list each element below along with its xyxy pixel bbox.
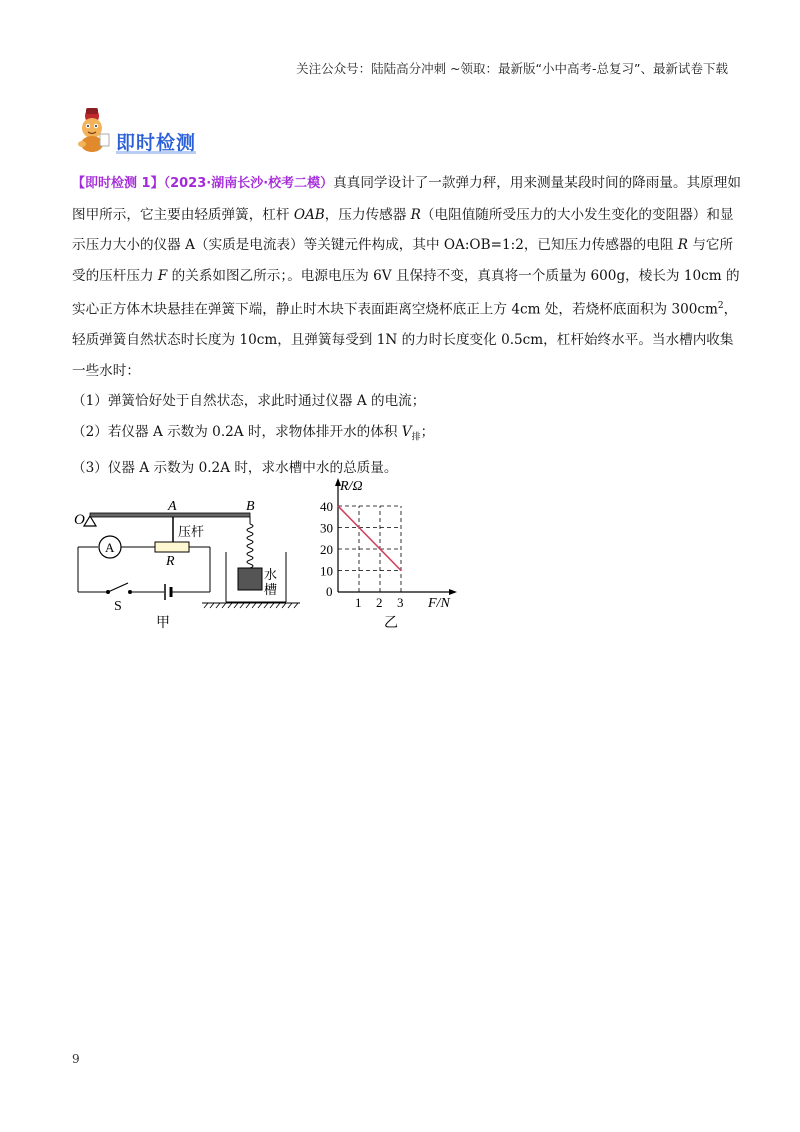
label-o: O — [74, 512, 85, 528]
section-title: 即时检测 — [116, 132, 197, 154]
question-text: ； — [420, 423, 435, 440]
origin-label: 0 — [326, 584, 333, 599]
problem-tag: 【即时检测 1】（2023·湖南长沙·校考二模） — [72, 176, 334, 191]
wood-block — [238, 568, 262, 590]
caption-yi: 乙 — [384, 616, 398, 631]
label-a: A — [168, 499, 177, 514]
question-2 — [72, 417, 742, 453]
spring-icon — [247, 524, 253, 572]
label-b: B — [246, 499, 255, 514]
label-meter: A — [105, 540, 115, 555]
label-cao: 槽 — [264, 582, 278, 597]
label-s: S — [114, 599, 122, 614]
y-tick-label: 40 — [320, 499, 333, 514]
ground-hatch — [204, 603, 298, 608]
y-tick-label: 10 — [320, 563, 333, 579]
problem-body — [72, 168, 742, 483]
pivot-icon — [84, 516, 96, 526]
x-tick-label: 2 — [376, 595, 383, 610]
y-tick-label: 30 — [320, 520, 333, 536]
statement-text: 与它所受的压杆压力 — [72, 237, 734, 284]
figure-jia — [74, 499, 300, 631]
switch-icon — [108, 583, 128, 592]
mascot-icon — [72, 104, 114, 154]
lever-label: OAB — [293, 206, 325, 223]
resistor-symbol: R — [410, 206, 421, 223]
question-1: （1）弹簧恰好处于自然状态，求此时通过仪器 A 的电流； — [72, 393, 426, 410]
question-text: （2）若仪器 A 示数为 0.2A 时，求物体排开水的体积 — [72, 423, 402, 440]
label-yagan: 压杆 — [178, 524, 205, 539]
figures — [68, 472, 488, 632]
y-axis-label: R/Ω — [340, 479, 363, 494]
resistor-symbol: R — [677, 237, 688, 253]
statement-text: （电阻值随所受压力的大小发生变化的变阻器）和显示压力大小的仪器 A（实质是电流表）等关键元件构成，其中 OA:OB=1:2，已知压力传感器的电阻 — [72, 206, 734, 253]
x-axis-arrow — [449, 589, 457, 595]
statement-text: ，轻质弹簧自然状态时长度为 10cm，且弹簧每受到 1N 的力时长度变化 0.5cm，杠杆始终水平。当水槽内收集一些水时： — [72, 301, 738, 379]
statement-text: 的关系如图乙所示；。电源电压为 6V 且保持不变，真真将一个质量为 600g，棱长为 10cm 的实心正方体木块悬挂在弹簧下端，静止时木块下表面距离空烧杯底正上方 4cm 处，若烧杯底面积为 300cm — [72, 267, 740, 318]
problem-statement — [72, 168, 742, 386]
series-line — [338, 506, 401, 571]
statement-text: 真真同学设计了一款弹力秤，用来测量某段时间的降雨量。其原理如图甲所示，它主要由轻质弹簧，杠杆 — [72, 175, 741, 223]
label-shui: 水 — [264, 567, 278, 582]
question-3: （3）仪器 A 示数为 0.2A 时，求水槽中水的总质量。 — [72, 459, 398, 476]
volume-symbol: V — [401, 423, 412, 440]
page-header: 关注公众号：陆陆高分冲刺 ~领取：最新版“小中高考-总复习”、最新试卷下载 — [296, 61, 728, 76]
y-tick-label: 20 — [320, 542, 333, 557]
statement-text: ，压力传感器 — [324, 206, 411, 223]
x-axis-label: F/N — [428, 596, 450, 611]
label-r: R — [166, 554, 175, 569]
caption-jia: 甲 — [156, 616, 170, 631]
x-tick-label: 1 — [355, 595, 362, 610]
section-heading — [72, 104, 232, 156]
x-tick-label: 3 — [397, 595, 404, 610]
subscript: 排 — [411, 432, 421, 443]
figure-yi — [320, 478, 457, 631]
force-symbol: F — [157, 267, 168, 284]
page-number: 9 — [72, 1052, 80, 1066]
switch-contact — [128, 590, 132, 594]
sensor-resistor — [155, 542, 189, 552]
superscript: 2 — [717, 301, 724, 311]
